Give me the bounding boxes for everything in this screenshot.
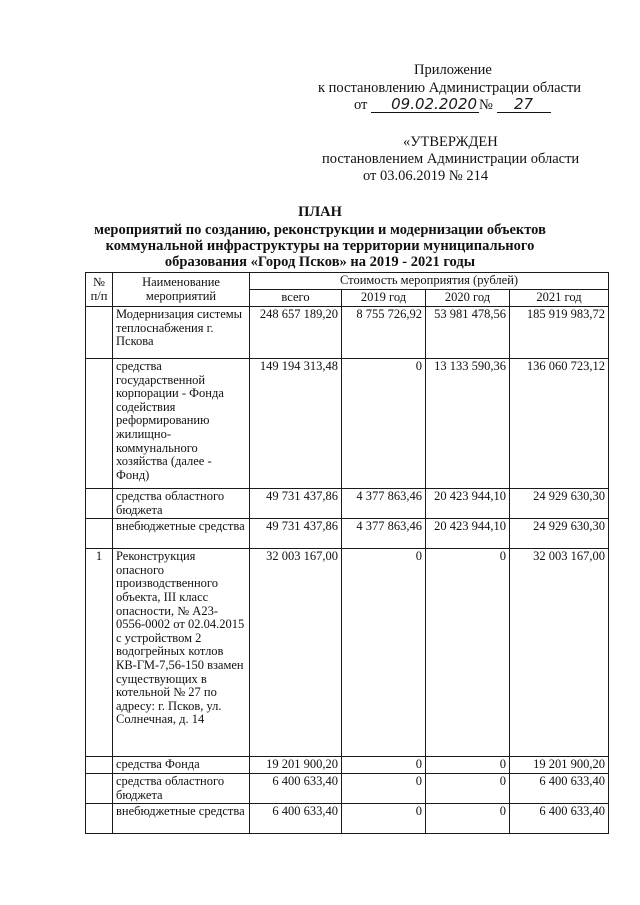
row-2020: 0 [426, 757, 510, 774]
row-total: 149 194 313,48 [250, 359, 342, 489]
handwritten-number: 27 [497, 96, 551, 113]
plan-heading: ПЛАН [298, 204, 342, 220]
table-row [86, 774, 609, 804]
row-name: Модернизация системы теплоснабжения г. Пскова [113, 307, 250, 359]
row-2019: 4 377 863,46 [342, 489, 426, 519]
from-label: от [354, 97, 368, 113]
header-total: всего [250, 290, 342, 307]
row-2020: 0 [426, 774, 510, 804]
row-2021: 136 060 723,12 [510, 359, 609, 489]
header-2020: 2020 год [426, 290, 510, 307]
table-row [86, 359, 609, 489]
row-2020: 0 [426, 549, 510, 757]
header-cost: Стоимость мероприятия (рублей) [250, 273, 609, 290]
row-name: Реконструкция опасного производственного объекта, III класс опасности, № А23-0556-0002 от 02.04.2015 с устройством 2 водогрейных котлов КВ-ГМ-7,56-150 взамен существующих в котельной № 27 по адресу: г. Псков, ул. Солнечная, д. 14 [113, 549, 250, 757]
header-2021: 2021 год [510, 290, 609, 307]
plan-title-line2: коммунальной инфраструктуры на территории муниципального [105, 238, 535, 254]
row-name: внебюджетные средства [113, 804, 250, 834]
row-2019: 8 755 726,92 [342, 307, 426, 359]
table-row [86, 757, 609, 774]
row-total: 6 400 633,40 [250, 774, 342, 804]
row-index: 1 [86, 549, 113, 757]
number-label: № [479, 97, 493, 113]
row-2021: 32 003 167,00 [510, 549, 609, 757]
row-name: внебюджетные средства [113, 519, 250, 549]
header-index: № п/п [86, 273, 113, 307]
appendix-reference: к постановлению Администрации области [318, 80, 582, 96]
row-2019: 0 [342, 757, 426, 774]
row-2020: 53 981 478,56 [426, 307, 510, 359]
plan-title-line1: мероприятий по созданию, реконструкции и модернизации объектов [94, 222, 546, 238]
row-2020: 20 423 944,10 [426, 489, 510, 519]
row-total: 19 201 900,20 [250, 757, 342, 774]
row-total: 32 003 167,00 [250, 549, 342, 757]
header-name: Наименование мероприятий [113, 273, 250, 307]
row-2020: 20 423 944,10 [426, 519, 510, 549]
row-2019: 0 [342, 359, 426, 489]
appendix-title: Приложение [414, 62, 492, 78]
table-row [86, 549, 609, 757]
row-2019: 0 [342, 774, 426, 804]
row-total: 49 731 437,86 [250, 519, 342, 549]
approved-title: «УТВЕРЖДЕН [403, 134, 498, 150]
row-2021: 19 201 900,20 [510, 757, 609, 774]
appendix-date-line [354, 96, 551, 114]
row-index [86, 519, 113, 549]
row-index [86, 359, 113, 489]
plan-title-line3: образования «Город Псков» на 2019 - 2021 годы [164, 254, 476, 270]
table-row [86, 804, 609, 834]
row-name: средства Фонда [113, 757, 250, 774]
row-name: средства областного бюджета [113, 774, 250, 804]
row-index [86, 489, 113, 519]
row-total: 49 731 437,86 [250, 489, 342, 519]
row-index [86, 757, 113, 774]
row-2021: 185 919 983,72 [510, 307, 609, 359]
row-index [86, 804, 113, 834]
row-2019: 0 [342, 549, 426, 757]
table-row [86, 307, 609, 359]
table-row [86, 519, 609, 549]
approved-date: от 03.06.2019 № 214 [363, 168, 489, 184]
row-2019: 0 [342, 804, 426, 834]
row-index [86, 774, 113, 804]
row-total: 6 400 633,40 [250, 804, 342, 834]
table-row [86, 489, 609, 519]
row-2020: 13 133 590,36 [426, 359, 510, 489]
approved-resolution: постановлением Администрации области [322, 151, 580, 167]
row-name: средства государственной корпорации - Фонда содействия реформированию жилищно-коммунального хозяйства (далее - Фонд) [113, 359, 250, 489]
handwritten-date: 09.02.2020 [371, 96, 479, 113]
row-2021: 6 400 633,40 [510, 804, 609, 834]
row-2021: 24 929 630,30 [510, 519, 609, 549]
row-2020: 0 [426, 804, 510, 834]
header-2019: 2019 год [342, 290, 426, 307]
plan-table [85, 272, 609, 834]
row-2021: 24 929 630,30 [510, 489, 609, 519]
row-name: средства областного бюджета [113, 489, 250, 519]
row-index [86, 307, 113, 359]
row-total: 248 657 189,20 [250, 307, 342, 359]
row-2021: 6 400 633,40 [510, 774, 609, 804]
row-2019: 4 377 863,46 [342, 519, 426, 549]
